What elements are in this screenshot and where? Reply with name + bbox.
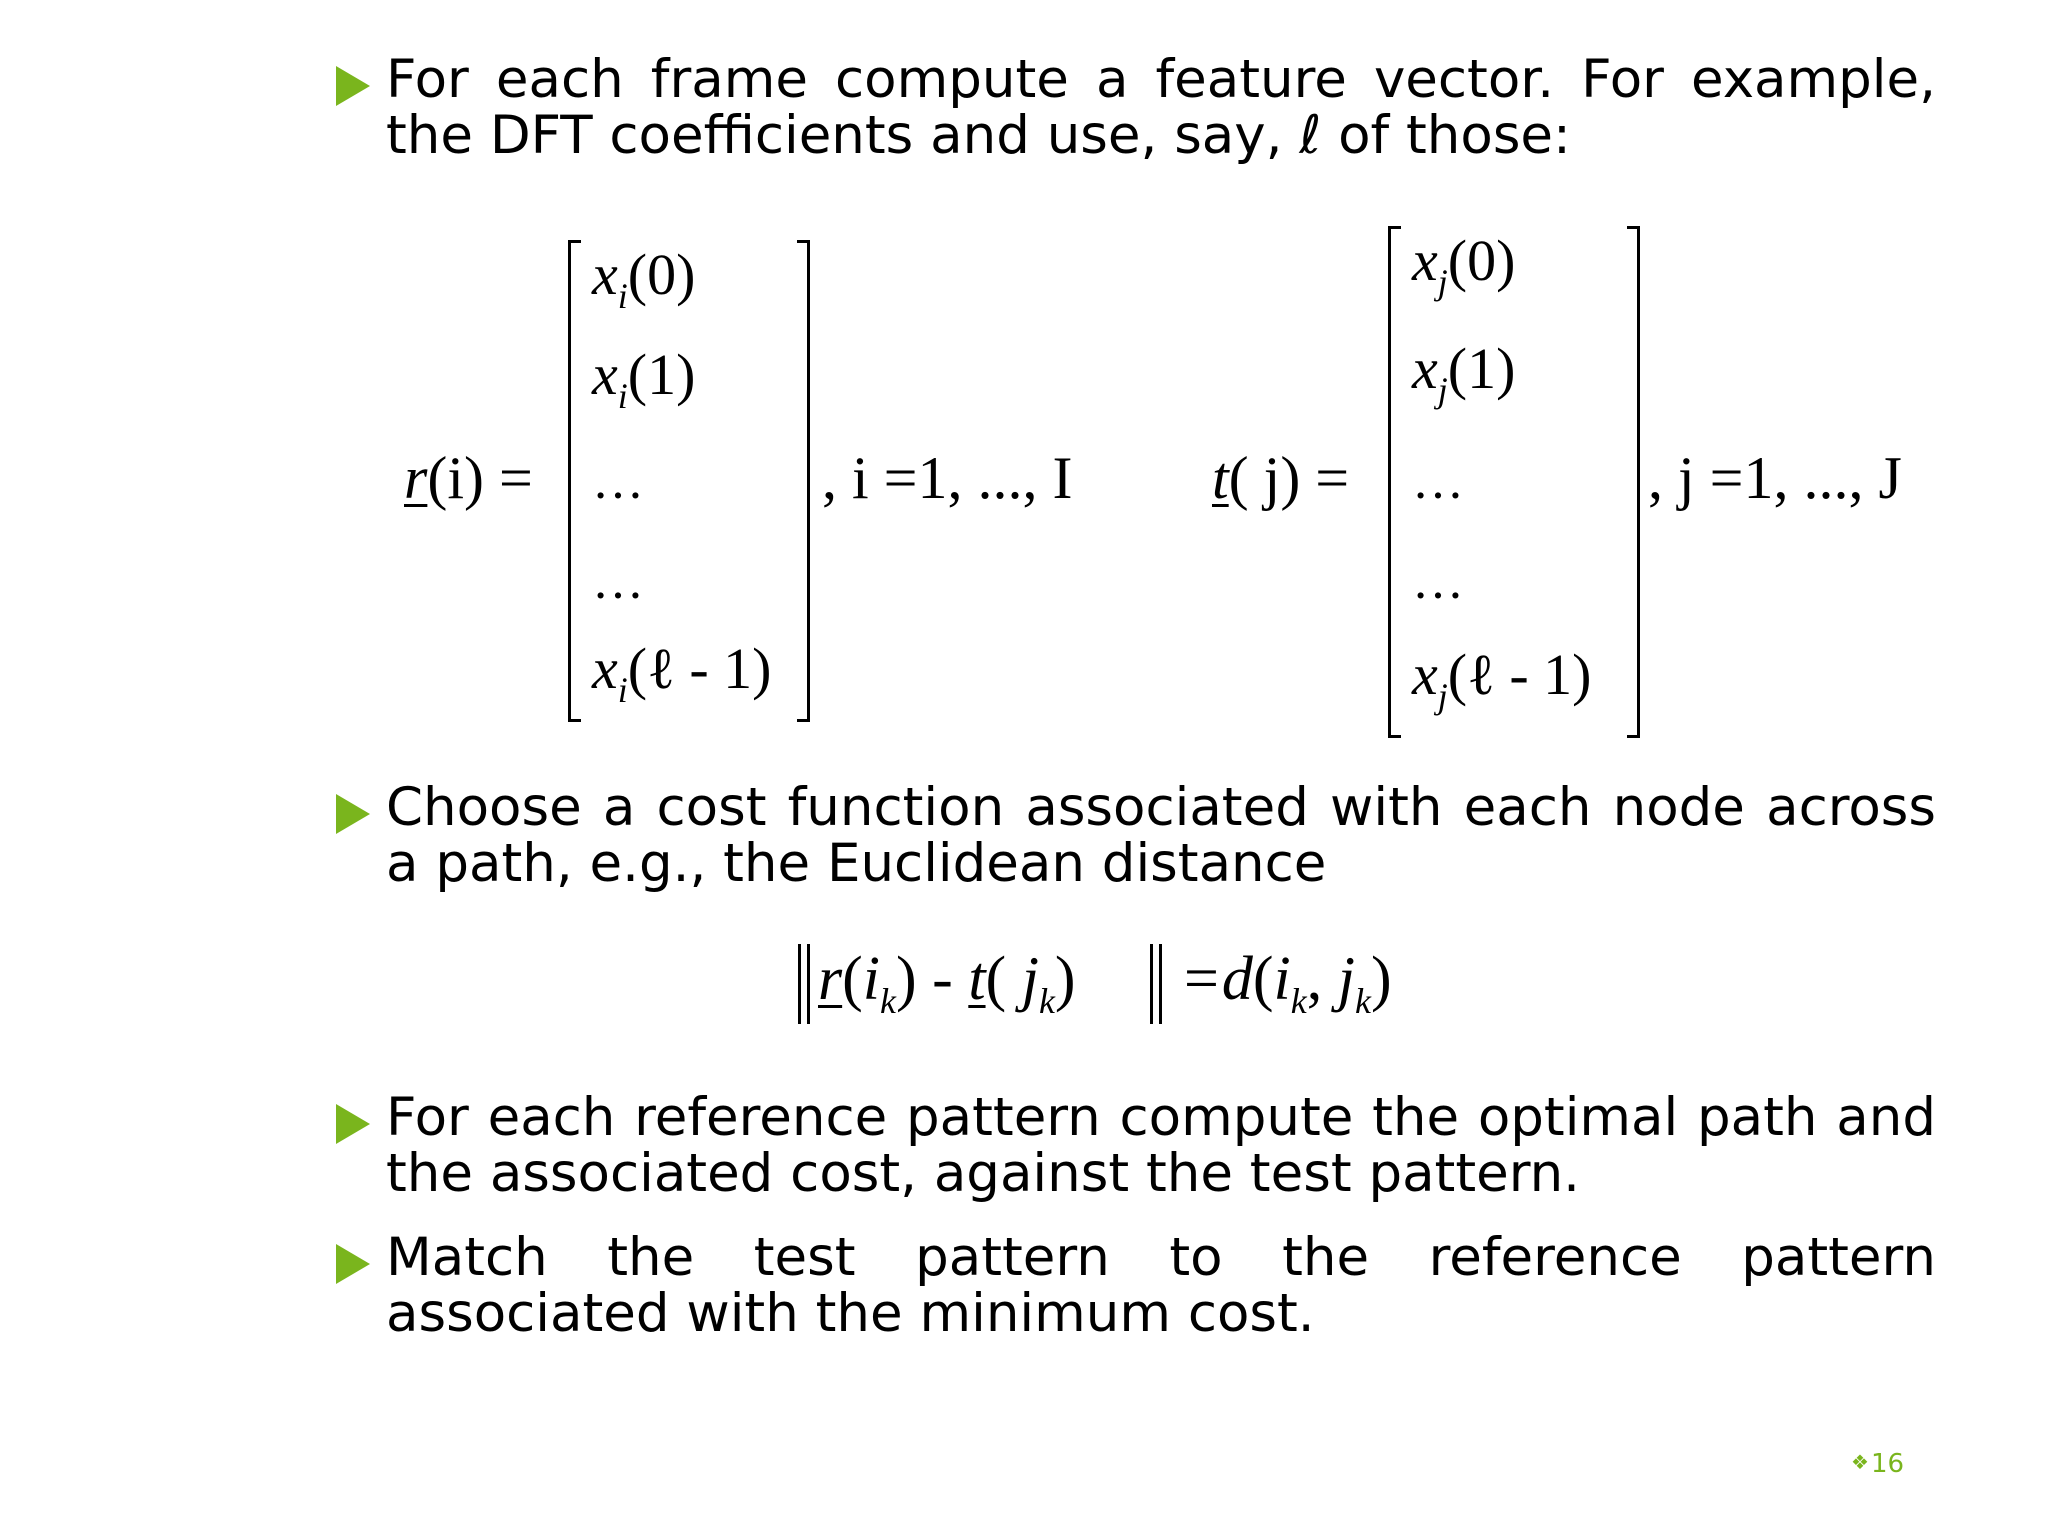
- bullet-3: [336, 1087, 1936, 1204]
- t-entry-0: $x_j(0)$: [1412, 228, 1516, 302]
- t-right-bracket: [1627, 226, 1640, 738]
- bullet-4-text: Match the test pattern to the reference pattern associated with the minimum cost.: [386, 1227, 1936, 1344]
- r-entry-0: $x_i(0)$: [592, 242, 696, 316]
- bullet-2-text: Choose a cost function associated with each node across a path, e.g., the Euclidean distance: [386, 777, 1936, 894]
- bullet-1: [336, 49, 1936, 166]
- r-left-bracket: [568, 240, 581, 722]
- norm-left-bars: [798, 944, 810, 1024]
- bullet-4: [336, 1227, 1936, 1344]
- bullet-arrow-icon: [336, 1104, 370, 1144]
- bullet-1-text: For each frame compute a feature vector. For example, the DFT coefficients and use, say, ℓ of those:: [386, 49, 1936, 166]
- page-number-value: 16: [1870, 1449, 1905, 1479]
- t-range: , j =1, ..., J: [1648, 445, 1902, 511]
- r-entry-dots-1: …: [592, 453, 644, 510]
- r-entry-dots-2: …: [592, 553, 644, 610]
- r-entry-1: $x_i(1)$: [592, 342, 696, 416]
- bullet-3-text: For each reference pattern compute the optimal path and the associated cost, against the test pattern.: [386, 1087, 1936, 1204]
- t-entry-1: $x_j(1)$: [1412, 336, 1516, 410]
- distance-rhs: $=d(i_k$, $j_k$): [1180, 945, 1392, 1021]
- bullet-arrow-icon: [336, 1244, 370, 1284]
- bullet-arrow-icon: [336, 66, 370, 106]
- page-number: [1851, 1449, 1904, 1479]
- distance-lhs: $r(i_k) - t$( $j_k$): [818, 945, 1076, 1021]
- bullet-2: [336, 777, 1936, 894]
- t-left-bracket: [1388, 226, 1401, 738]
- r-entry-last: $x_i(\ell - 1)$: [592, 636, 772, 710]
- r-lhs: r(i) =: [404, 445, 533, 511]
- bullet-arrow-icon: [336, 794, 370, 834]
- r-right-bracket: [797, 240, 810, 722]
- norm-right-bars: [1150, 944, 1162, 1024]
- diamond-star-icon: ❖: [1851, 1450, 1869, 1474]
- t-entry-dots-1: …: [1412, 453, 1464, 510]
- t-entry-dots-2: …: [1412, 553, 1464, 610]
- t-lhs: t( j) =: [1212, 445, 1350, 511]
- r-range: , i =1, ..., I: [822, 445, 1073, 511]
- t-entry-last: $x_j(\ell - 1)$: [1412, 642, 1592, 716]
